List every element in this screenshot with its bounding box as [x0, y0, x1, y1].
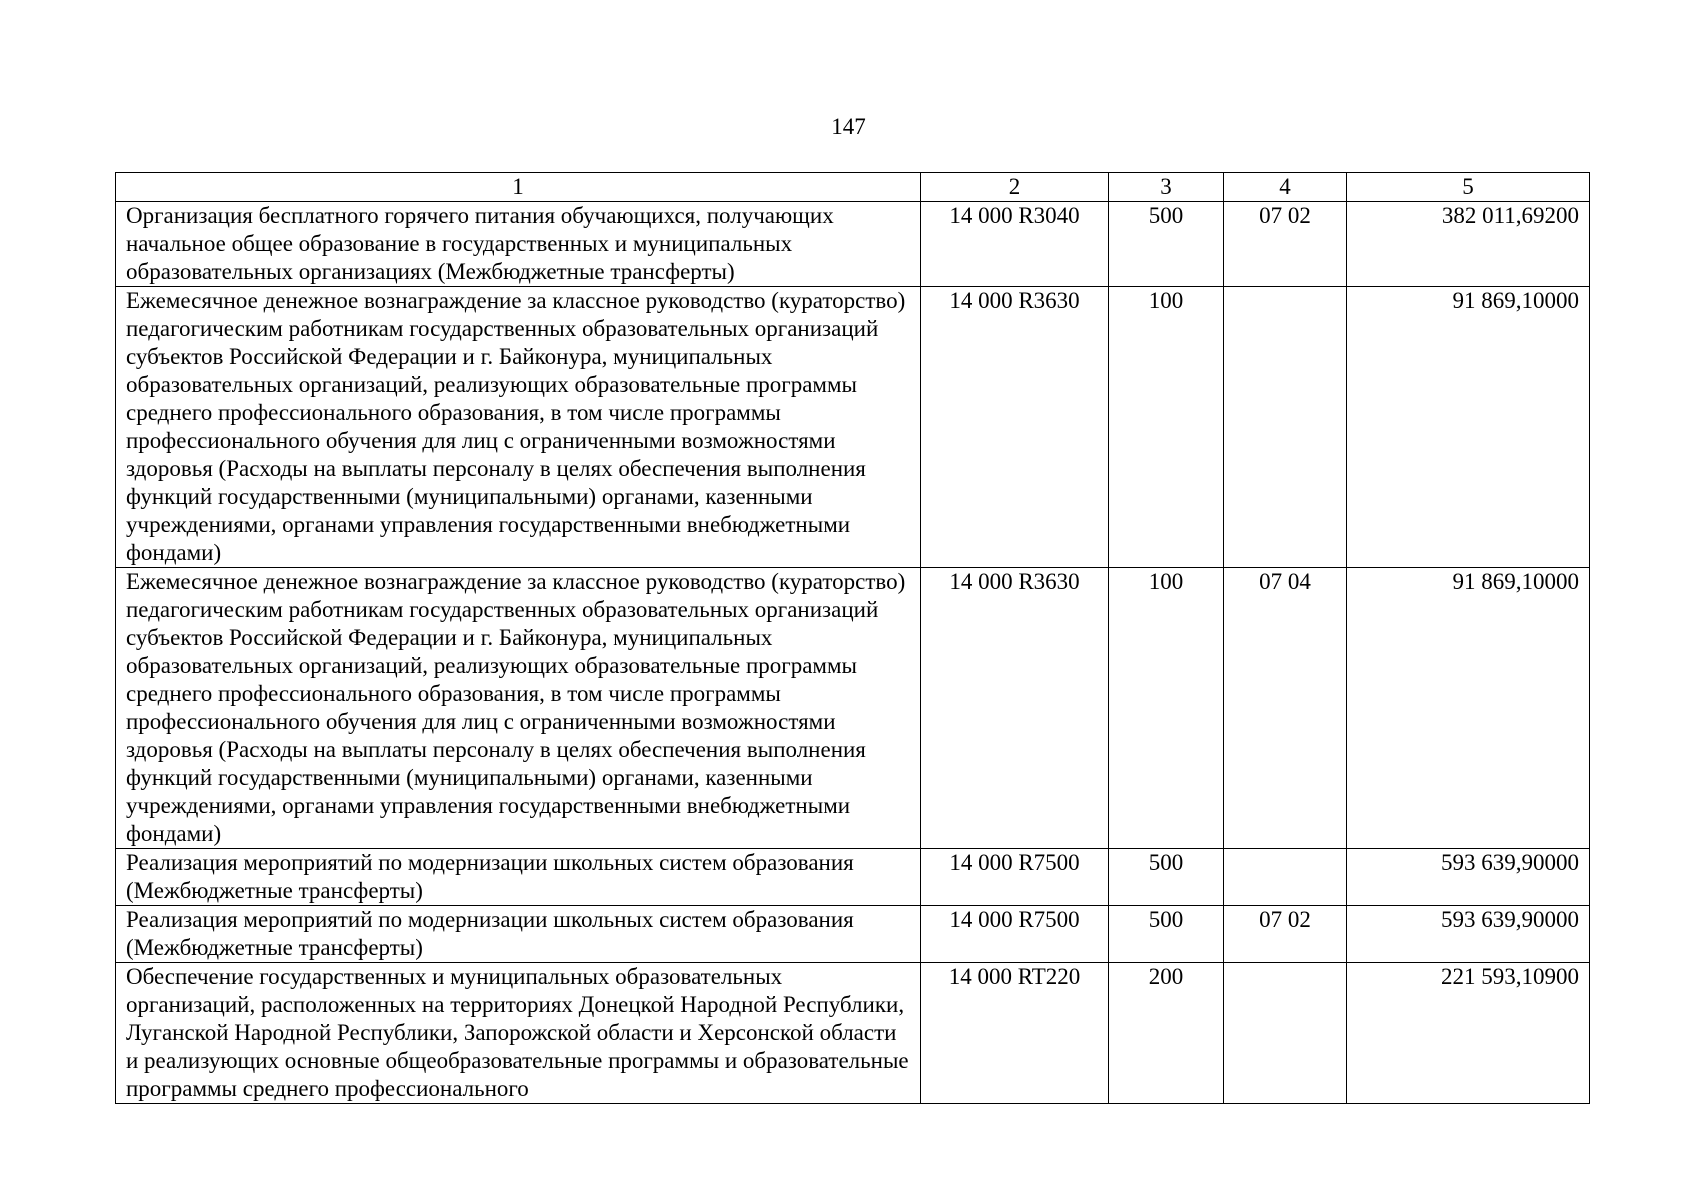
- row-description: Ежемесячное денежное вознаграждение за классное руководство (кураторство) педагогическим работникам государственных образовательных организаций субъектов Российской Федерации и г. Байконура, муниципальных образовательных организаций, реализующих образовательные программы среднего профессионального образования, в том числе программы профессионального обучения для лиц с ограниченными возможностями здоровья (Расходы на выплаты персоналу в целях обеспечения выполнения функций государственными (муниципальными) органами, казенными учреждениями, органами управления государственными внебюджетными фондами): [116, 287, 921, 568]
- row-amount: 382 011,69200: [1347, 202, 1590, 287]
- row-expense-type: 100: [1109, 287, 1224, 568]
- row-section: 07 02: [1224, 906, 1347, 963]
- row-target-code: 14 000 R3040: [921, 202, 1109, 287]
- row-expense-type: 500: [1109, 849, 1224, 906]
- row-description: Ежемесячное денежное вознаграждение за классное руководство (кураторство) педагогическим работникам государственных образовательных организаций субъектов Российской Федерации и г. Байконура, муниципальных образовательных организаций, реализующих образовательные программы среднего профессионального образования, в том числе программы профессионального обучения для лиц с ограниченными возможностями здоровья (Расходы на выплаты персоналу в целях обеспечения выполнения функций государственными (муниципальными) органами, казенными учреждениями, органами управления государственными внебюджетными фондами): [116, 568, 921, 849]
- budget-table: [115, 172, 1590, 1104]
- row-amount: 221 593,10900: [1347, 963, 1590, 1104]
- column-header-4: 4: [1224, 173, 1347, 202]
- page-number: 147: [831, 114, 866, 139]
- row-description: Реализация мероприятий по модернизации школьных систем образования (Межбюджетные трансферты): [116, 849, 921, 906]
- row-section: 07 04: [1224, 568, 1347, 849]
- table-row: [116, 287, 1590, 568]
- column-header-1: 1: [116, 173, 921, 202]
- row-target-code: 14 000 R3630: [921, 568, 1109, 849]
- row-amount: 593 639,90000: [1347, 906, 1590, 963]
- row-target-code: 14 000 R7500: [921, 849, 1109, 906]
- row-section: [1224, 287, 1347, 568]
- column-header-5: 5: [1347, 173, 1590, 202]
- table-row: [116, 963, 1590, 1104]
- row-expense-type: 500: [1109, 202, 1224, 287]
- column-header-3: 3: [1109, 173, 1224, 202]
- row-description: Организация бесплатного горячего питания обучающихся, получающих начальное общее образование в государственных и муниципальных образовательных организациях (Межбюджетные трансферты): [116, 202, 921, 287]
- row-amount: 593 639,90000: [1347, 849, 1590, 906]
- table-row: [116, 202, 1590, 287]
- row-section: 07 02: [1224, 202, 1347, 287]
- row-target-code: 14 000 R7500: [921, 906, 1109, 963]
- row-section: [1224, 849, 1347, 906]
- row-amount: 91 869,10000: [1347, 568, 1590, 849]
- column-header-2: 2: [921, 173, 1109, 202]
- row-amount: 91 869,10000: [1347, 287, 1590, 568]
- table-header-row: [116, 173, 1590, 202]
- row-section: [1224, 963, 1347, 1104]
- row-target-code: 14 000 R3630: [921, 287, 1109, 568]
- row-description: Обеспечение государственных и муниципальных образовательных организаций, расположенных на территориях Донецкой Народной Республики, Луганской Народной Республики, Запорожской области и Херсонской области и реализующих основные общеобразовательные программы и образовательные программы среднего профессионального: [116, 963, 921, 1104]
- table-row: [116, 906, 1590, 963]
- table-row: [116, 849, 1590, 906]
- row-expense-type: 200: [1109, 963, 1224, 1104]
- row-description: Реализация мероприятий по модернизации школьных систем образования (Межбюджетные трансферты): [116, 906, 921, 963]
- row-expense-type: 500: [1109, 906, 1224, 963]
- table-row: [116, 568, 1590, 849]
- row-expense-type: 100: [1109, 568, 1224, 849]
- row-target-code: 14 000 RT220: [921, 963, 1109, 1104]
